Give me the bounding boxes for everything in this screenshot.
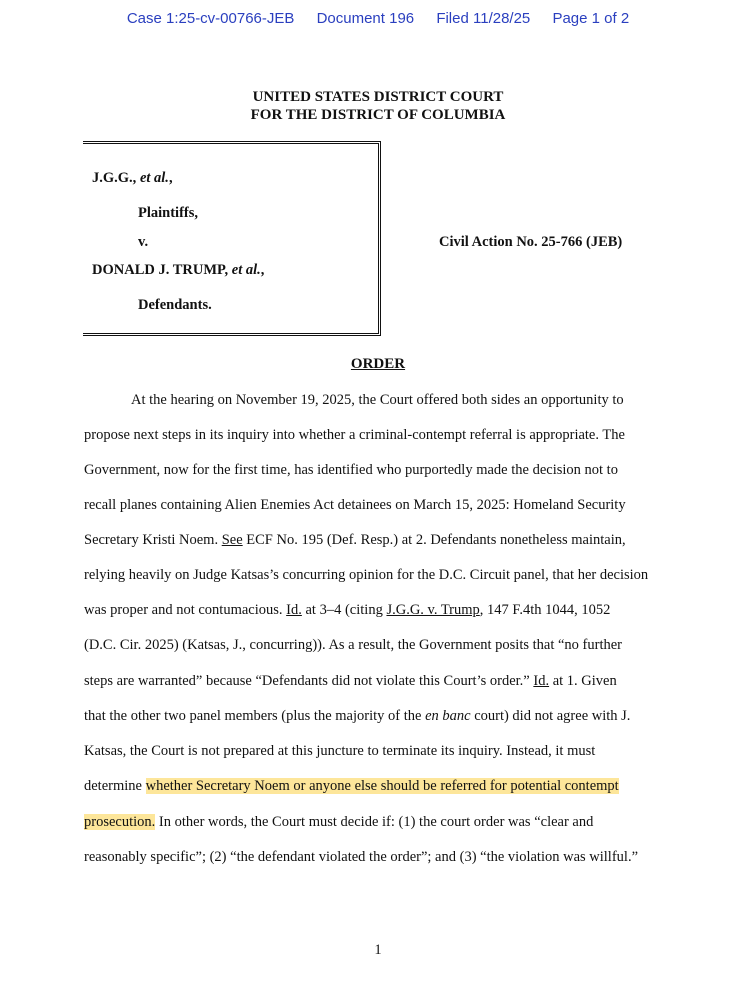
highlighted-text: prosecution. <box>84 814 156 830</box>
body-line: (D.C. Cir. 2025) (Katsas, J., concurring)). As a result, the Government posits that “no further <box>84 637 623 653</box>
body-line: At the hearing on November 19, 2025, the Court offered both sides an opportunity to <box>131 392 624 408</box>
filing-header <box>0 10 756 27</box>
defendants-label: Defendants. <box>138 297 212 313</box>
court-name-line2: FOR THE DISTRICT OF COLUMBIA <box>250 107 506 123</box>
id-citation: Id. <box>286 602 302 618</box>
body-line: prosecution. In other words, the Court must decide if: (1) the court order was “clear and <box>84 814 594 830</box>
case-citation: J.G.G. v. Trump <box>386 602 480 618</box>
body-line: was proper and not contumacious. Id. at 3–4 (citing J.G.G. v. Trump, 147 F.4th 1044, 1052 <box>84 602 611 618</box>
order-title: ORDER <box>350 356 406 372</box>
filed-date: Filed 11/28/25 <box>436 10 531 27</box>
body-line: that the other two panel members (plus the majority of the en banc court) did not agree with J. <box>84 708 631 724</box>
court-heading <box>0 88 756 124</box>
body-line: steps are warranted” because “Defendants did not violate this Court’s order.” Id. at 1. Given <box>84 673 617 689</box>
document-number: Document 196 <box>316 10 415 27</box>
civil-action-number: Civil Action No. 25-766 (JEB) <box>439 234 623 250</box>
see-signal: See <box>221 532 243 548</box>
page-number: 1 <box>374 942 382 958</box>
plaintiffs-label: Plaintiffs, <box>138 205 199 221</box>
highlighted-text: whether Secretary Noem or anyone else should be referred for potential contempt <box>145 778 619 794</box>
defendant-name: DONALD J. TRUMP, et al., <box>92 262 265 278</box>
body-line: propose next steps in its inquiry into whether a criminal-contempt referral is appropriate. The <box>84 427 625 443</box>
body-line: recall planes containing Alien Enemies Act detainees on March 15, 2025: Homeland Security <box>84 497 626 513</box>
plaintiff-name: J.G.G., et al., <box>92 170 173 186</box>
body-line: determine whether Secretary Noem or anyone else should be referred for potential contempt <box>84 778 619 794</box>
body-line: reasonably specific”; (2) “the defendant violated the order”; and (3) “the violation was willful.” <box>84 849 639 865</box>
case-number: Case 1:25-cv-00766-JEB <box>126 10 295 27</box>
id-citation: Id. <box>533 673 550 689</box>
en-banc-italic: en banc <box>425 708 471 724</box>
page-indicator: Page 1 of 2 <box>552 10 630 27</box>
body-line: relying heavily on Judge Katsas’s concurring opinion for the D.C. Circuit panel, that her decision <box>84 567 649 583</box>
court-name-line1: UNITED STATES DISTRICT COURT <box>252 89 504 105</box>
body-line: Government, now for the first time, has identified who purportedly made the decision not to <box>84 462 618 478</box>
body-line: Katsas, the Court is not prepared at this juncture to terminate its inquiry. Instead, it must <box>84 743 596 759</box>
body-line: Secretary Kristi Noem. See ECF No. 195 (Def. Resp.) at 2. Defendants nonetheless maintain, <box>84 532 626 548</box>
versus-label: v. <box>138 234 149 250</box>
